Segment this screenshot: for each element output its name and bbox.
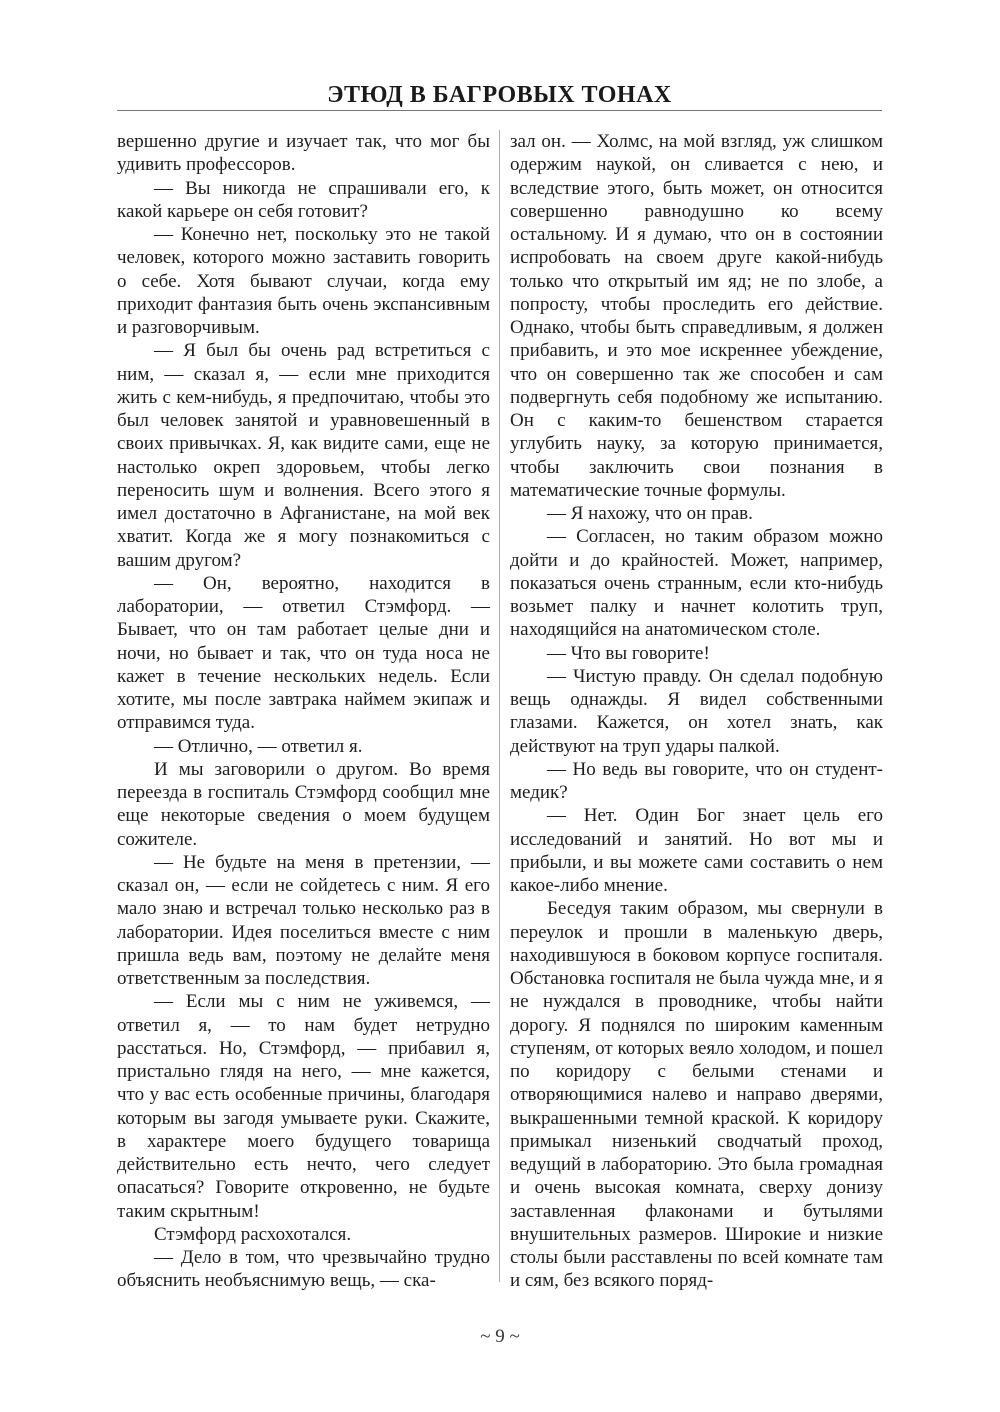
paragraph: — Чистую правду. Он сделал подобную вещь однажды. Я видел собственными глазами. Кажется, он хотел знать, как действуют на труп удары палкой. bbox=[510, 665, 883, 757]
paragraph: — Конечно нет, поскольку это не такой человек, которого можно заставить говорить о себе. Хотя бывают случаи, когда ему приходит фантазия быть очень экспансивным и разговорчивым. bbox=[117, 224, 490, 338]
paragraph: — Вы никогда не спрашивали его, к какой карьере он себя готовит? bbox=[117, 177, 490, 222]
right-column bbox=[510, 130, 883, 1293]
paragraph: — Я был бы очень рад встретиться с ним, — сказал я, — если мне приходится жить с кем-нибудь, я предпочитаю, чтобы это был человек занятой и уравновешенный в своих привычках. Я, как видите сами, еще не настолько окреп здоровьем, чтобы легко переносить шум и волнения. Всего этого я имел достаточно в Афганистане, на мой век хватит. Когда же я могу познакомиться с вашим другом? bbox=[117, 340, 490, 571]
paragraph: Беседуя таким образом, мы свернули в переулок и прошли в маленькую дверь, находившуюся в боковом корпусе госпиталя. Обстановка госпиталя не была чужда мне, и я не нуждался в проводнике, чтобы найти дорогу. Я поднялся по широким каменным ступеням, от которых веяло холодом, и пошел по коридору с белыми стенами и отворяющимися налево и направо дверями, выкрашенными темной краской. К коридору примыкал низенький сводчатый проход, ведущий в лабораторию. Это была громадная и очень высокая комната, сверху донизу заставленная флаконами и бутылями внушительных размеров. Широкие и низкие столы были расставлены по всей комнате там и сям, без всякого поряд- bbox=[510, 898, 883, 1292]
paragraph: И мы заговорили о другом. Во время переезда в госпиталь Стэмфорд сообщил мне еще некоторые сведения о моем будущем сожителе. bbox=[117, 758, 490, 850]
paragraph: — Согласен, но таким образом можно дойти и до крайностей. Может, например, показаться очень странным, если кто-нибудь возьмет палку и начнет колотить труп, находящийся на анатомическом столе. bbox=[510, 526, 883, 641]
paragraph: — Если мы с ним не уживемся, — ответил я, — то нам будет нетрудно расстаться. Но, Стэмфорд, — прибавил я, пристально глядя на него, — мне кажется, что у вас есть особенные причины, благодаря которым вы загодя умываете руки. Скажите, в характере моего будущего товарища действительно есть нечто, чего следует опасаться? Говорите откровенно, не будьте таким скрытным! bbox=[117, 991, 490, 1222]
paragraph: — Я нахожу, что он прав. bbox=[547, 503, 753, 524]
running-title: ЭТЮД В БАГРОВЫХ ТОНАХ bbox=[327, 82, 672, 108]
left-column bbox=[117, 130, 490, 1293]
paragraph: — Но ведь вы говорите, что он студент-медик? bbox=[510, 758, 883, 803]
paragraph: — Он, вероятно, находится в лаборатории, — ответил Стэмфорд. — Бывает, что он там работает целые дни и ночи, но бывает и так, что он туда носа не кажет в течение нескольких недель. Если хотите, мы после завтрака наймем экипаж и отправимся туда. bbox=[117, 572, 490, 734]
column-divider bbox=[499, 130, 500, 1282]
header-rule bbox=[117, 110, 882, 111]
paragraph: — Что вы говорите! bbox=[547, 642, 710, 664]
page-number: ~ 9 ~ bbox=[480, 1326, 520, 1347]
paragraph: — Не будьте на меня в претензии, — сказал он, — если не сойдетесь с ним. Я его мало знаю и встречал только несколько раз в лаборатории. Идея поселиться вместе с ним пришла ведь вам, поэтому не делайте меня ответственным за последствия. bbox=[117, 851, 490, 989]
paragraph: зал он. — Холмс, на мой взгляд, уж слишком одержим наукой, он сливается с нею, и вследствие этого, быть может, он относится совершенно равнодушно ко всему остальному. И я думаю, что он в состоянии испробовать на своем друге какой-нибудь только что открытый им яд; не по злобе, а попросту, чтобы проследить его действие. Однако, чтобы быть справедливым, я должен прибавить, и это мое искреннее убеждение, что он совершенно так же способен и сам подвергнуть себя подобному же испытанию. Он с каким-то бешенством старается углубить науку, за которую принимается, чтобы заключить свои познания в математические точные формулы. bbox=[510, 131, 883, 501]
paragraph: — Дело в том, что чрезвычайно трудно объяснить необъяснимую вещь, — ска- bbox=[117, 1247, 490, 1292]
paragraph: вершенно другие и изучает так, что мог бы удивить профессоров. bbox=[117, 131, 490, 176]
paragraph: — Отлично, — ответил я. bbox=[154, 735, 363, 757]
paragraph: Стэмфорд расхохотался. bbox=[154, 1223, 352, 1245]
paragraph: — Нет. Один Бог знает цель его исследований и занятий. Но вот мы и прибыли, и вы можете сами составить о нем какое-либо мнение. bbox=[510, 805, 883, 896]
